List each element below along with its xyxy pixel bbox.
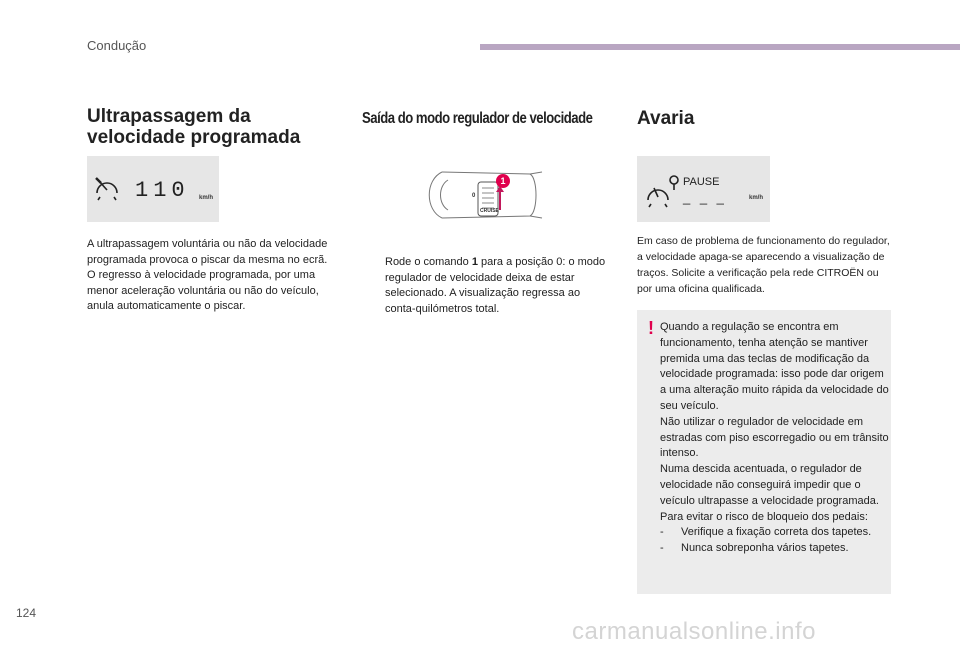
page-number: 124 [16, 606, 37, 620]
paragraph: A ultrapassagem voluntária ou não da velocidade programada provoca o piscar da mesma no ecrã. [87, 238, 328, 266]
warning-text [660, 320, 890, 557]
list-item-text: Verifique a fixação correta dos tapetes. [681, 526, 872, 539]
list-dash: - [660, 526, 664, 539]
fault-text: Em caso de problema de funcionamento do regulador, a velocidade apaga-se aparecendo a visualização de traços. Solicite a verificação pela rede CITROËN ou por uma oficina qualificada. [637, 235, 890, 295]
watermark: carmanualsonline.info [572, 618, 816, 645]
cruise-control-lever-figure [420, 160, 550, 230]
warning-line: Numa descida acentuada, o regulador de velocidade não conseguirá impedir que o veículo ultrapasse a velocidade programada. [660, 463, 879, 507]
pause-label: PAUSE [683, 176, 720, 188]
text-run: Rode o comando [385, 256, 472, 268]
warning-line: Não utilizar o regulador de velocidade em estradas com piso escorregadio ou em trânsito intenso. [660, 415, 889, 460]
fault-display-panel [637, 156, 770, 222]
callout-number-1: 1 [496, 174, 510, 188]
speed-display-panel [87, 156, 219, 222]
section-title-fault: Avaria [637, 108, 695, 129]
text-run: para a posição 0: o modo regulador de velocidade deixa de estar selecionado. A visualização regressa ao conta-quilómetros total. [385, 256, 606, 315]
programmed-speed-value: 110 [135, 178, 190, 203]
lever-illustration [420, 160, 550, 230]
speed-unit: km/h [749, 195, 764, 201]
speedometer-pause-icon [637, 156, 770, 222]
section-title-overspeed: Ultrapassagem da velocidade programada [87, 106, 301, 148]
exit-mode-text [385, 255, 613, 317]
list-item-text: Nunca sobreponha vários tapetes. [681, 542, 849, 555]
speed-unit: km/h [199, 195, 214, 201]
overspeed-text [87, 237, 345, 315]
cruise-button-label: CRUISE [480, 208, 499, 214]
list-dash: - [660, 542, 664, 555]
list-item [660, 541, 890, 557]
position-label-0: 0 [472, 193, 476, 199]
warning-icon: ! [648, 318, 654, 338]
paragraph: O regresso à velocidade programada, por uma menor aceleração voluntária ou não do veículo, anula automaticamente o piscar. [87, 269, 319, 312]
section-title-exit-mode: Saída do modo regulador de velocidade [362, 110, 593, 127]
command-number: 1 [471, 256, 478, 268]
section-header: Condução [87, 38, 147, 53]
warning-line: Para evitar o risco de bloqueio dos pedais: [660, 510, 868, 523]
warning-line: Quando a regulação se encontra em funcionamento, tenha atenção se mantiver premida uma das teclas de modificação da velocidade programada: isso pode dar origem a uma alteração muito rápida da velocidade do seu veículo. [660, 321, 889, 412]
header-bar [480, 44, 960, 50]
speed-dashes: _ _ _ [683, 190, 727, 205]
list-item [660, 525, 890, 541]
